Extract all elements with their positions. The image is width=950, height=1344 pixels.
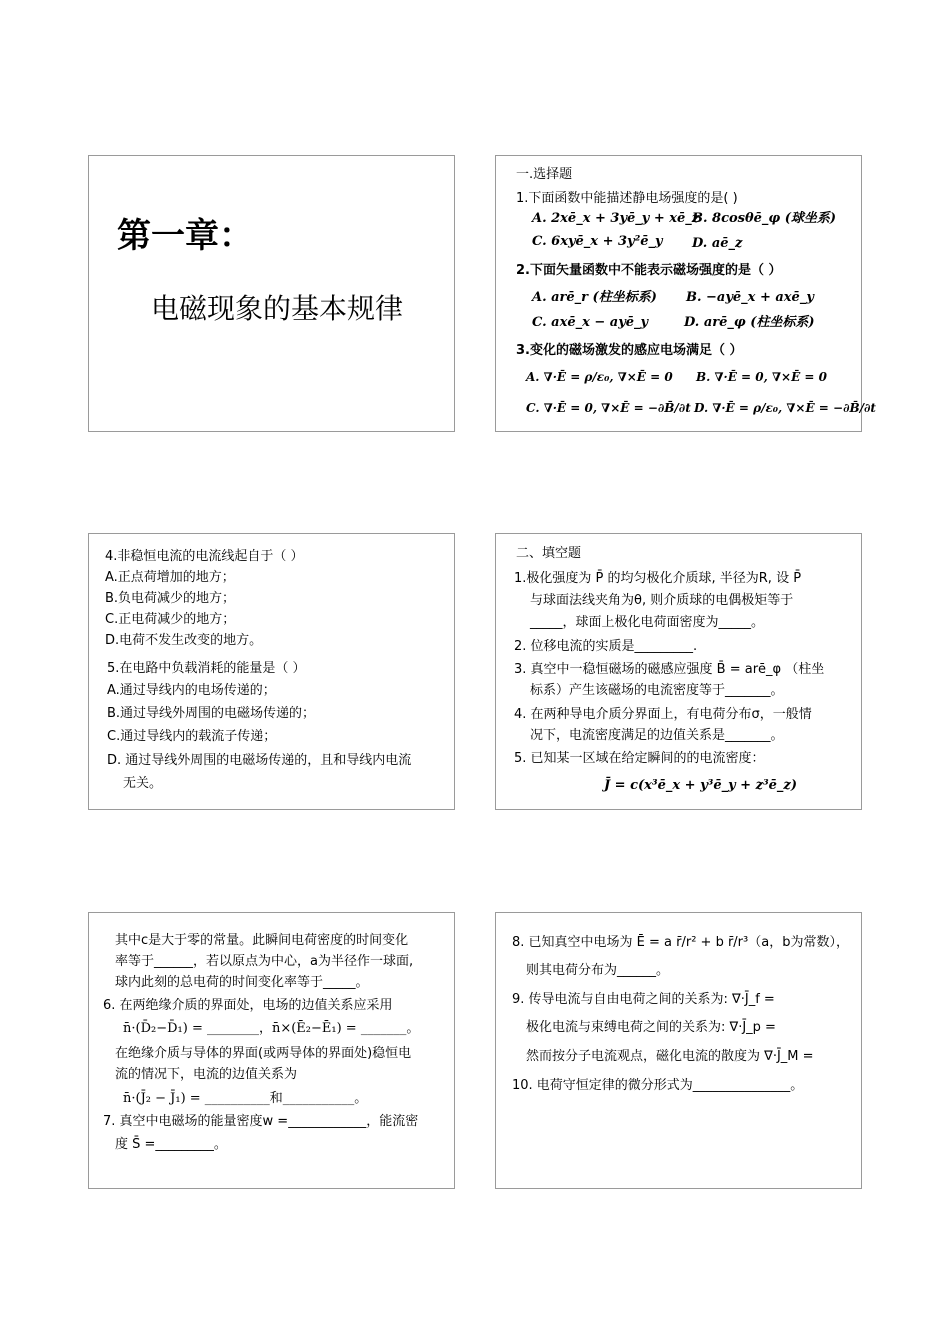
fill-4-line2: 况下，电流密度满足的边值关系是_______。 [530, 728, 784, 743]
fill-3-line1: 3. 真空中一稳恒磁场的磁感应强度 B̄ = arē_φ （柱坐 [514, 662, 825, 677]
fill-1-line3: _____，球面上极化电荷面密度为_____。 [530, 615, 765, 630]
q4-option-b: B.负电荷减少的地方； [105, 591, 236, 606]
section-heading: 二、填空题 [516, 546, 582, 561]
q5-option-b: B.通过导线外周围的电磁场传递的； [107, 706, 316, 721]
chapter-title: 第一章： [117, 216, 253, 256]
q3-option-c: C. ∇·Ē = 0, ∇×Ē = −∂B̄/∂t [526, 401, 691, 415]
q3-option-a: A. ∇·Ē = ρ/ε₀, ∇×Ē = 0 [526, 370, 673, 384]
slide-fill-2 [88, 912, 455, 1189]
fill-6-current-relation: n̄·(J̄₂ − J̄₁) = __________和___________。 [123, 1091, 368, 1106]
question-5: 5.在电路中负载消耗的能量是（ ） [107, 661, 306, 676]
q3-option-d: D. ∇·Ē = ρ/ε₀, ∇×Ē = −∂B̄/∂t [694, 401, 876, 415]
fill-7-line1: 7. 真空中电磁场的能量密度w =____________，能流密 [103, 1114, 419, 1129]
q5-option-a: A.通过导线内的电场传递的； [107, 683, 276, 698]
fill-8-line2: 则其电荷分布为______。 [526, 963, 670, 978]
q4-option-c: C.正电荷减少的地方； [105, 612, 236, 627]
fill-6-line1: 6. 在两绝缘介质的界面处，电场的边值关系应采用 [103, 998, 393, 1013]
fill-9-line3: 然而按分子电流观点，磁化电流的散度为 ∇·J̄_M = [526, 1049, 814, 1064]
fill-5: 5. 已知某一区域在给定瞬间的的电流密度： [514, 751, 765, 766]
q2-option-d: D. arē_φ (柱坐标系) [684, 315, 815, 330]
fill-5-cont-line2: 率等于______，若以原点为中心，a为半径作一球面, [115, 954, 414, 969]
fill-1-line1: 1.极化强度为 P̄ 的均匀极化介质球, 半径为R, 设 P̄ [514, 571, 802, 586]
fill-6-equation: n̄·(D̄₂−D̄₁) = ________，n̄×(Ē₂−Ē₁) = _______。 [123, 1021, 420, 1036]
q1-option-b: B. 8cosθē_φ (球坐系) [692, 211, 837, 226]
q1-option-d: D. aē_z [692, 236, 743, 251]
slide-choice-1 [495, 155, 876, 432]
fill-7-line2: 度 S̄ =_________。 [115, 1137, 227, 1152]
q1-option-a: A. 2xē_x + 3yē_y + xē_z [532, 211, 700, 226]
q3-option-b: B. ∇·Ē = 0, ∇×Ē = 0 [696, 370, 827, 384]
slide-fill-3 [495, 912, 862, 1189]
q1-option-c: C. 6xyē_x + 3y²ē_y [532, 234, 663, 249]
chapter-subtitle: 电磁现象的基本规律 [151, 292, 404, 325]
fill-5-equation: J̄ = c(x³ē_x + y³ē_y + z³ē_z) [604, 778, 797, 793]
q5-option-d-line1: D. 通过导线外周围的电磁场传递的，且和导线内电流 [107, 753, 412, 768]
fill-4-line1: 4. 在两种导电介质分界面上，有电荷分布σ，一般情 [514, 707, 812, 722]
slide-fill-1 [495, 533, 862, 810]
fill-9-line1: 9. 传导电流与自由电荷之间的关系为: ∇·J̄_f = [512, 992, 775, 1007]
fill-5-cont-line1: 其中c是大于零的常量。此瞬间电荷密度的时间变化 [115, 933, 409, 948]
question-4: 4.非稳恒电流的电流线起自于（ ） [105, 549, 304, 564]
question-2: 2.下面矢量函数中不能表示磁场强度的是（ ） [516, 263, 782, 278]
q4-option-d: D.电荷不发生改变的地方。 [105, 633, 263, 648]
section-heading: 一.选择题 [516, 167, 573, 182]
fill-5-cont-line3: 球内此刻的总电荷的时间变化率等于_____。 [115, 975, 369, 990]
fill-9-line2: 极化电流与束缚电荷之间的关系为: ∇·J̄_p = [526, 1020, 776, 1035]
fill-10: 10. 电荷守恒定律的微分形式为_______________。 [512, 1078, 804, 1093]
slide-title [88, 155, 455, 432]
q2-option-a: A. arē_r (柱坐标系) [532, 290, 657, 305]
fill-1-line2: 与球面法线夹角为θ, 则介质球的电偶极矩等于 [530, 593, 794, 608]
q5-option-d-line2: 无关。 [123, 776, 163, 791]
q5-option-c: C.通过导线内的载流子传递； [107, 729, 277, 744]
question-1: 1.下面函数中能描述静电场强度的是( ) [516, 191, 738, 206]
fill-3-line2: 标系）产生该磁场的电流密度等于_______。 [530, 683, 784, 698]
slide-choice-2 [88, 533, 455, 810]
question-3: 3.变化的磁场激发的感应电场满足（ ） [516, 343, 743, 358]
fill-8-line1: 8. 已知真空中电场为 Ē = a r̄/r² + b r̄/r³（a，b为常数）， [512, 935, 849, 950]
fill-2: 2. 位移电流的实质是_________. [514, 639, 698, 654]
fill-6-line2: 在绝缘介质与导体的界面(或两导体的界面处)稳恒电 [115, 1046, 412, 1061]
q2-option-c: C. axē_x − ayē_y [532, 315, 649, 330]
q4-option-a: A.正点荷增加的地方； [105, 570, 235, 585]
q2-option-b: B. −ayē_x + axē_y [686, 290, 814, 305]
fill-6-line3: 流的情况下，电流的边值关系为 [115, 1067, 298, 1082]
